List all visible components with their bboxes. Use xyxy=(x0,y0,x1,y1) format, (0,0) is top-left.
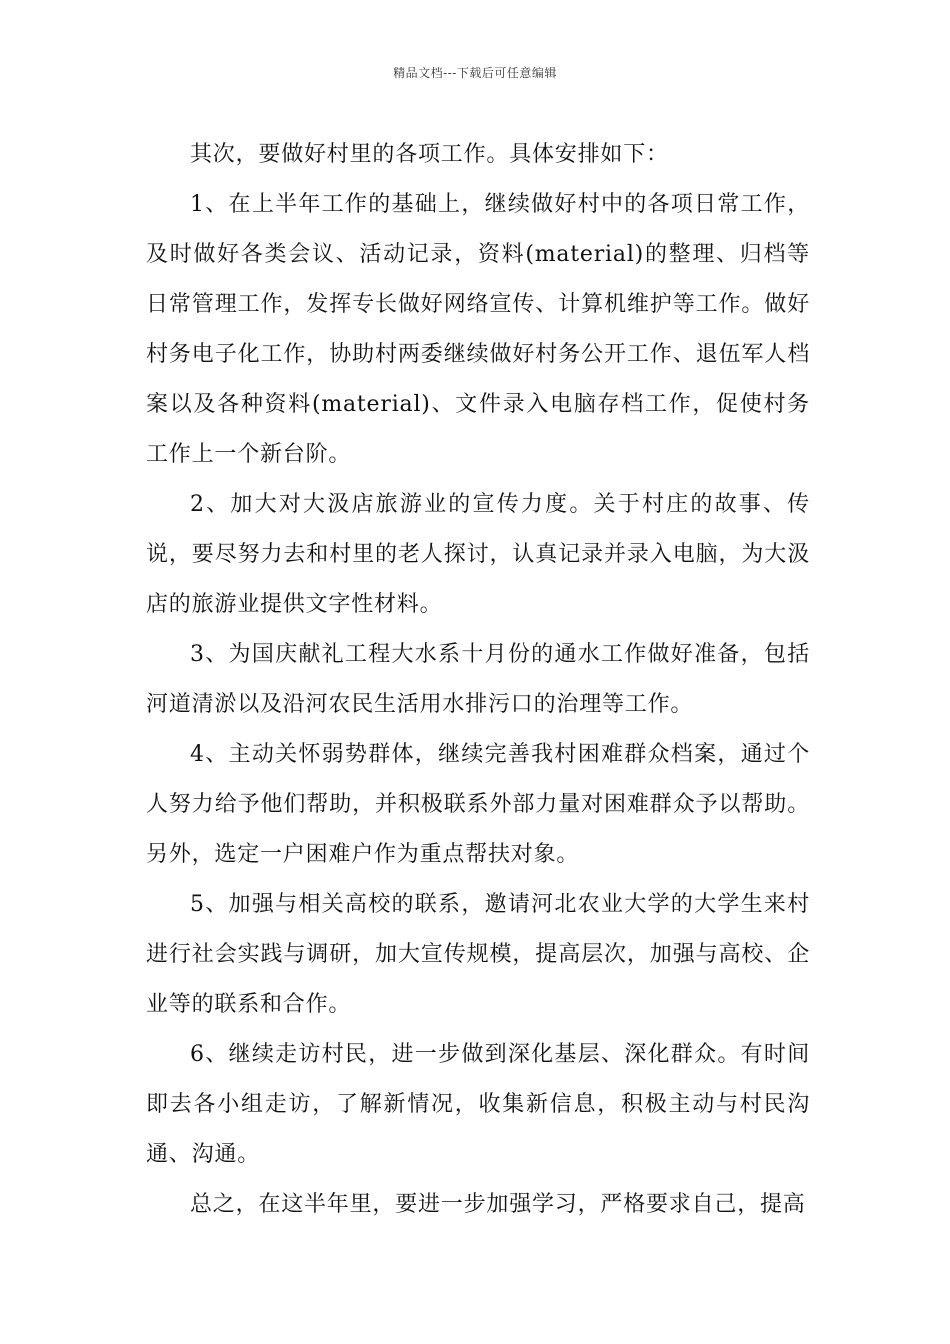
paragraph-item-2: 2、加大对大汲店旅游业的宣传力度。关于村庄的故事、传说，要尽努力去和村里的老人探讨，认真记录并录入电脑，为大汲店的旅游业提供文字性材料。 xyxy=(146,492,810,617)
paragraph-item-1: 1、在上半年工作的基础上，继续做好村中的各项日常工作，及时做好各类会议、活动记录，资料(material)的整理、归档等日常管理工作，发挥专长做好网络宣传、计算机维护等工作。做好村务电子化工作，协助村两委继续做好村务公开工作、退伍军人档案以及各种资料(material)、文件录入电脑存档工作，促使村务工作上一个新台阶。 xyxy=(146,192,810,467)
paragraph-item-5: 5、加强与相关高校的联系，邀请河北农业大学的大学生来村进行社会实践与调研，加大宣传规模，提高层次，加强与高校、企业等的联系和合作。 xyxy=(146,892,810,1017)
document-body xyxy=(146,130,810,1230)
paragraph-summary: 总之，在这半年里，要进一步加强学习，严格要求自己，提高 xyxy=(190,1192,806,1217)
page-header: 精品文档---下载后可任意编辑 xyxy=(393,66,557,80)
paragraph-item-3: 3、为国庆献礼工程大水系十月份的通水工作做好准备，包括河道清淤以及沿河农民生活用水排污口的治理等工作。 xyxy=(146,642,810,717)
paragraph-item-6: 6、继续走访村民，进一步做到深化基层、深化群众。有时间即去各小组走访，了解新情况，收集新信息，积极主动与村民沟通、沟通。 xyxy=(146,1042,810,1167)
paragraph-intro: 其次，要做好村里的各项工作。具体安排如下： xyxy=(190,142,669,167)
paragraph-item-4: 4、主动关怀弱势群体，继续完善我村困难群众档案，通过个人努力给予他们帮助，并积极联系外部力量对困难群众予以帮助。另外，选定一户困难户作为重点帮扶对象。 xyxy=(146,742,810,867)
